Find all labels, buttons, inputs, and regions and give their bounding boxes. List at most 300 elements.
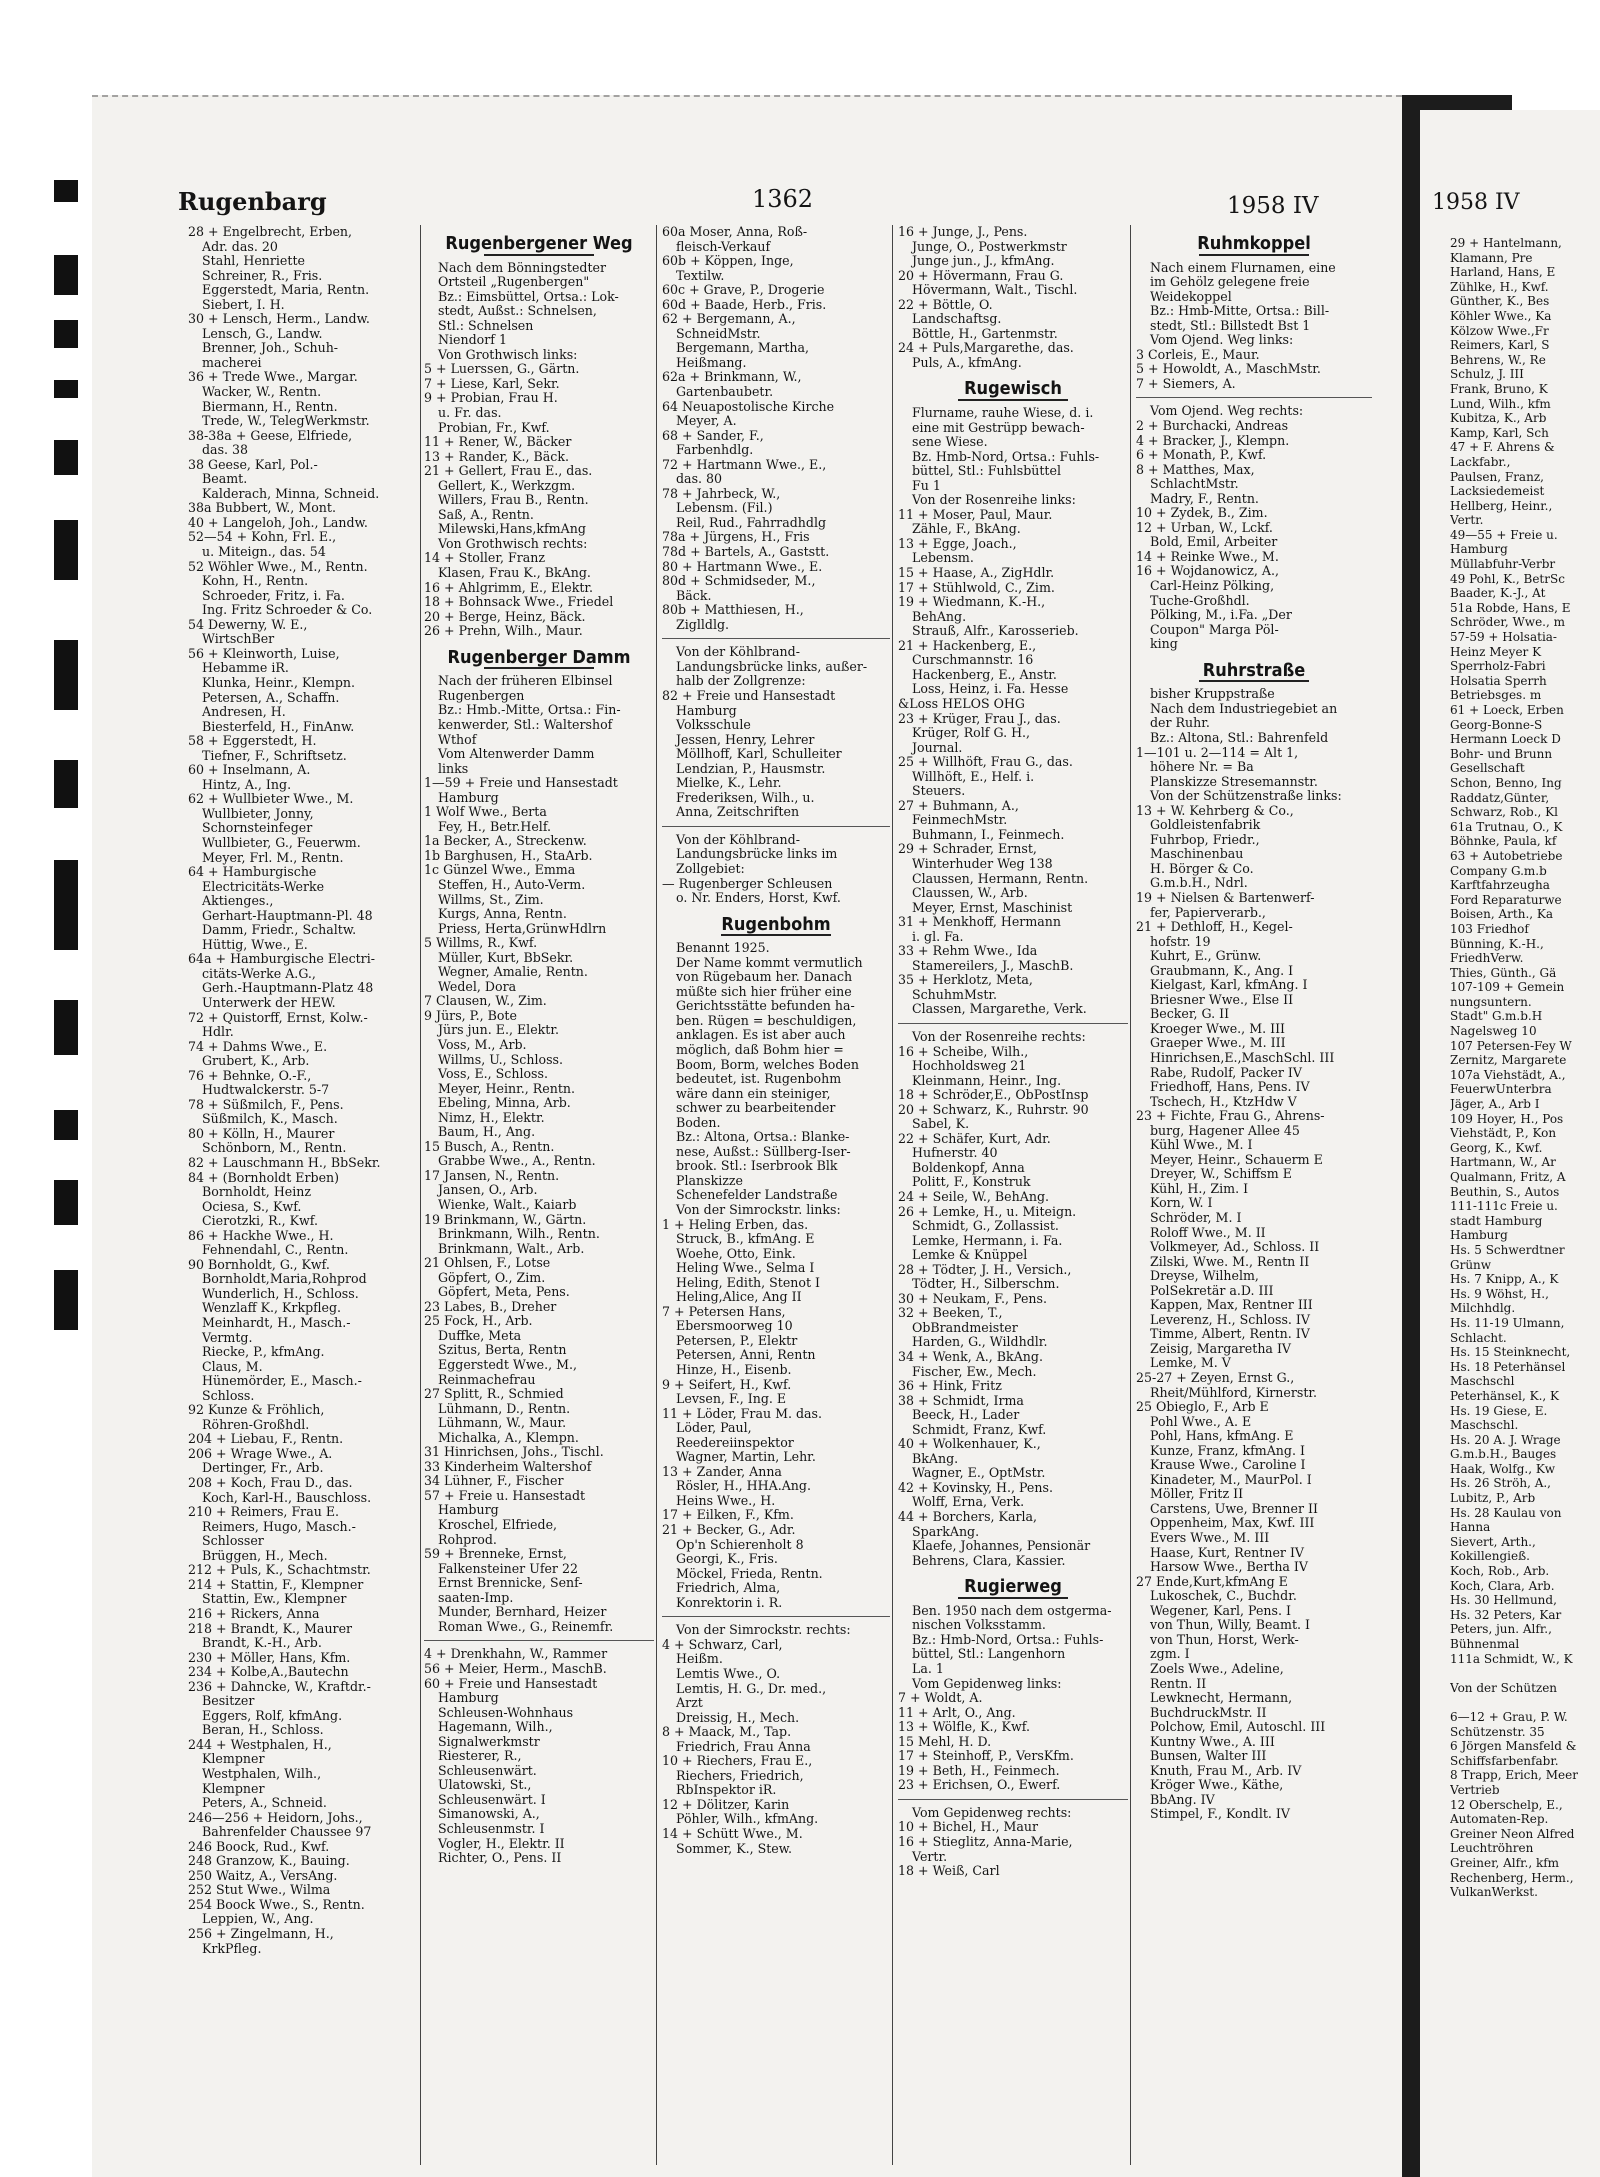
directory-entry: Von der Köhlbrand-: [676, 645, 800, 660]
column-3: [662, 225, 890, 2175]
facing-page-entry: Günther, K., Bes: [1450, 294, 1550, 309]
directory-entry: 15 Busch, A., Rentn.: [424, 1139, 555, 1154]
facing-page-entry: Hs. 19 Giese, E.: [1450, 1403, 1548, 1418]
directory-entry: 12 + Urban, W., Lckf.: [1136, 520, 1273, 535]
directory-entry: KrkPfleg.: [202, 1941, 262, 1956]
directory-entry: Schreiner, R., Fris.: [202, 268, 323, 283]
directory-entry: Nimz, H., Elektr.: [438, 1110, 545, 1125]
directory-entry: 40 + Langeloh, Joh., Landw.: [188, 515, 368, 530]
directory-entry: Hochholdsweg 21: [912, 1059, 1027, 1074]
directory-entry: 78d + Bartels, A., Gaststt.: [662, 545, 830, 560]
directory-entry: Vogler, H., Elektr. II: [438, 1836, 565, 1851]
directory-entry: G.m.b.H., Ndrl.: [1150, 876, 1248, 891]
directory-entry: zgm. I: [1150, 1647, 1190, 1662]
directory-entry: Westphalen, Wilh.,: [202, 1766, 322, 1781]
directory-entry: Hintz, A., Ing.: [202, 777, 292, 792]
directory-entry: Timme, Albert, Rentn. IV: [1150, 1327, 1310, 1342]
directory-entry: Koch, Karl-H., Bauschloss.: [202, 1490, 372, 1505]
directory-entry: bisher Kruppstraße: [1150, 687, 1275, 702]
facing-page-entry: Hs. 20 A. J. Wrage: [1450, 1432, 1561, 1447]
directory-entry: 13 + Wölfle, K., Kwf.: [898, 1720, 1030, 1735]
facing-page-entry: Lacksiedemeist: [1450, 484, 1545, 499]
directory-entry: 7 + Liese, Karl, Sekr.: [424, 376, 560, 391]
facing-page-entry: Frank, Bruno, K: [1450, 381, 1548, 396]
facing-page-entry: Hs. 7 Knipp, A., K: [1450, 1272, 1559, 1287]
facing-page-entry: Georg-Bonne-S: [1450, 717, 1543, 732]
directory-entry: Tschech, H., KtzHdw V: [1150, 1094, 1297, 1109]
directory-entry: Niendorf 1: [438, 333, 507, 348]
facing-page-entry: 61a Trutnau, O., K: [1450, 819, 1563, 834]
directory-entry: Lemtis Wwe., O.: [676, 1666, 781, 1681]
directory-entry: Vom Ojend. Weg links:: [1150, 333, 1294, 348]
directory-entry: 1c Günzel Wwe., Emma: [424, 863, 576, 878]
street-heading: Rugierweg: [898, 1580, 1128, 1599]
facing-page-entry: Von der Schützen: [1450, 1680, 1558, 1695]
directory-entry: Wullbieter, G., Feuerwm.: [202, 835, 361, 850]
directory-entry: u. Fr. das.: [438, 406, 502, 421]
facing-page-entry: 107a Viehstädt, A.,: [1450, 1067, 1566, 1082]
facing-page-entry: Beuthin, S., Autos: [1450, 1184, 1560, 1199]
directory-entry: 236 + Dahncke, W., Kraftdr.-: [188, 1679, 371, 1694]
directory-entry: 72 + Quistorff, Ernst, Kolw.-: [188, 1010, 368, 1025]
section-divider: [424, 1640, 654, 1641]
directory-entry: 9 Jürs, P., Bote: [424, 1008, 517, 1023]
directory-entry: Gerichtsstätte befunden ha-: [676, 999, 855, 1014]
directory-entry: Kroschel, Elfriede,: [438, 1518, 558, 1533]
directory-entry: 254 Boock Wwe., S., Rentn.: [188, 1897, 365, 1912]
facing-page-entry: G.m.b.H., Bauges: [1450, 1447, 1557, 1462]
column-2: [424, 225, 654, 2175]
directory-entry: Boom, Borm, welches Boden: [676, 1057, 859, 1072]
directory-entry: Brandt, K.-H., Arb.: [202, 1636, 322, 1651]
column-1: [188, 225, 418, 2175]
directory-entry: Pohl, Hans, kfmAng. E: [1150, 1429, 1294, 1444]
directory-entry: 246—256 + Heidorn, Johs.,: [188, 1810, 363, 1825]
facing-page-entry: Kölzow Wwe.,Fr: [1450, 323, 1549, 338]
directory-entry: kenwerder, Stl.: Waltershof: [438, 717, 613, 732]
directory-entry: 21 + Gellert, Frau E., das.: [424, 464, 593, 479]
directory-entry: 78a + Jürgens, H., Fris: [662, 530, 810, 545]
directory-entry: Rheit/Mühlford, Kirnerstr.: [1150, 1385, 1318, 1400]
directory-entry: 14 + Stoller, Franz: [424, 551, 546, 566]
directory-entry: Mielke, K., Lehr.: [676, 776, 782, 791]
directory-entry: 14 + Reinke Wwe., M.: [1136, 549, 1279, 564]
directory-entry: Besitzer: [202, 1694, 255, 1709]
directory-entry: 16 + Stieglitz, Anna-Marie,: [898, 1834, 1073, 1849]
directory-entry: Junge, O., Postwerkmstr: [912, 239, 1067, 254]
directory-entry: 2 + Burchacki, Andreas: [1136, 419, 1289, 434]
directory-entry: Anna, Zeitschriften: [676, 805, 800, 820]
directory-entry: Planskizze: [676, 1173, 743, 1188]
facing-page-entry: 8 Trapp, Erich, Meer: [1450, 1768, 1578, 1783]
directory-entry: Böttle, H., Gartenmstr.: [912, 326, 1058, 341]
facing-page-entry: FeuerwUnterbra: [1450, 1082, 1552, 1097]
directory-entry: 80d + Schmidseder, M.,: [662, 574, 816, 589]
directory-entry: links: [438, 761, 469, 776]
directory-entry: ben. Rügen = beschuldigen,: [676, 1013, 857, 1028]
facing-page-entry: Peters, jun. Alfr.,: [1450, 1622, 1552, 1637]
directory-entry: Claussen, Hermann, Rentn.: [912, 871, 1089, 886]
directory-entry: 32 + Beeken, T.,: [898, 1306, 1003, 1321]
directory-entry: 212 + Puls, K., Schachtmstr.: [188, 1563, 371, 1578]
directory-entry: 252 Stut Wwe., Wilma: [188, 1883, 331, 1898]
directory-entry: Schenefelder Landstraße: [676, 1188, 838, 1203]
directory-entry: 21 + Dethloff, H., Kegel-: [1136, 920, 1293, 935]
directory-entry: Kunze, Franz, kfmAng. I: [1150, 1443, 1305, 1458]
facing-page-entry: Koch, Clara, Arb.: [1450, 1578, 1555, 1593]
directory-entry: büttel, Stl.: Fuhlsbüttel: [912, 464, 1061, 479]
directory-entry: Riecke, P., kfmAng.: [202, 1345, 325, 1360]
directory-entry: Kühl, H., Zim. I: [1150, 1181, 1249, 1196]
directory-entry: Frederiksen, Wilh., u.: [676, 790, 815, 805]
directory-entry: 210 + Reimers, Frau E.: [188, 1505, 340, 1520]
directory-entry: Bäck.: [676, 588, 712, 603]
directory-entry: 44 + Borchers, Karla,: [898, 1510, 1038, 1525]
facing-page-entry: Milchhdlg.: [1450, 1301, 1516, 1316]
directory-entry: eine mit Gestrüpp bewach-: [912, 420, 1085, 435]
facing-page-entry: Ford Reparaturwe: [1450, 892, 1562, 907]
directory-entry: 5 + Howoldt, A., MaschMstr.: [1136, 362, 1321, 377]
directory-entry: Meinhardt, H., Masch.-: [202, 1316, 351, 1331]
directory-entry: Electricitäts-Werke: [202, 879, 325, 894]
directory-entry: 18 + Schröder,E., ObPostInsp: [898, 1088, 1089, 1103]
facing-page-entry: 107-109 + Gemein: [1450, 980, 1565, 995]
directory-entry: Arzt: [676, 1696, 703, 1711]
directory-entry: Lebensm.: [912, 551, 974, 566]
facing-page-entry: [1450, 1695, 1600, 1710]
directory-entry: Peters, A., Schneid.: [202, 1796, 327, 1811]
street-heading: Ruhrstraße: [1136, 664, 1372, 683]
directory-entry: 38-38a + Geese, Elfriede,: [188, 428, 353, 443]
facing-page-entry: 111a Schmidt, W., K: [1450, 1651, 1573, 1666]
facing-page-entry: Karftfahrzeugha: [1450, 878, 1550, 893]
directory-entry: Klaefe, Johannes, Pensionär: [912, 1539, 1091, 1554]
directory-entry: Boden.: [676, 1115, 721, 1130]
directory-entry: Willms, St., Zim.: [438, 892, 544, 907]
directory-entry: Ing. Fritz Schroeder & Co.: [202, 603, 373, 618]
directory-entry: Nach dem Industriegebiet an: [1150, 701, 1338, 716]
directory-entry: Hdlr.: [202, 1025, 234, 1040]
directory-entry: Wienke, Walt., Kaiarb: [438, 1198, 577, 1212]
directory-entry: Gartenbaubetr.: [676, 385, 774, 400]
directory-entry: king: [1150, 637, 1178, 652]
directory-entry: 82 + Lauschmann H., BbSekr.: [188, 1156, 381, 1170]
directory-entry: Petersen, A., Schaffn.: [202, 690, 340, 705]
facing-page-entry: Schon, Benno, Ing: [1450, 775, 1562, 790]
facing-page-entry: Hs. 30 Hellmund,: [1450, 1593, 1557, 1608]
facing-page-entry: 109 Hoyer, H., Pos: [1450, 1111, 1564, 1126]
directory-entry: 82 + Freie und Hansestadt: [662, 688, 836, 703]
directory-entry: Möckel, Frieda, Rentn.: [676, 1566, 823, 1581]
directory-entry: Woehe, Otto, Eink.: [676, 1246, 796, 1261]
directory-entry: Kinadeter, M., MaurPol. I: [1150, 1472, 1312, 1487]
directory-entry: Bz.: Altona, Ortsa.: Blanke-: [676, 1130, 850, 1145]
directory-entry: 17 + Stühlwold, C., Zim.: [898, 580, 1055, 595]
facing-page-entry: Schützenstr. 35: [1450, 1724, 1545, 1739]
facing-page-entry: 63 + Autobetriebe: [1450, 848, 1563, 863]
directory-entry: 38 Geese, Karl, Pol.-: [188, 457, 318, 472]
directory-entry: Fey, H., Betr.Helf.: [438, 819, 552, 834]
directory-entry: Levsen, F., Ing. E: [676, 1392, 787, 1407]
facing-page-entry: Hartmann, W., Ar: [1450, 1155, 1556, 1170]
directory-entry: Krüger, Rolf G. H.,: [912, 726, 1031, 741]
directory-entry: Petersen, Anni, Rentn: [676, 1348, 816, 1363]
directory-entry: Ebeling, Minna, Arb.: [438, 1096, 571, 1111]
directory-entry: 26 + Prehn, Wilh., Maur.: [424, 624, 583, 639]
directory-entry: 40 + Wolkenhauer, K.,: [898, 1437, 1041, 1452]
directory-entry: Ben. 1950 nach dem ostgerma-: [912, 1603, 1112, 1618]
directory-entry: Maschinenbau: [1150, 847, 1244, 862]
directory-entry: BkAng.: [912, 1451, 959, 1466]
directory-entry: Kuntny Wwe., A. III: [1150, 1734, 1275, 1749]
directory-entry: stedt, Außst.: Schnelsen,: [438, 304, 597, 319]
directory-entry: Polchow, Emil, Autoschl. III: [1150, 1720, 1326, 1735]
directory-entry: Benannt 1925.: [676, 941, 770, 956]
directory-entry: 28 + Engelbrecht, Erben,: [188, 225, 353, 239]
facing-page-entry: Holsatia Sperrh: [1450, 673, 1547, 688]
directory-entry: Harden, G., Wildhdlr.: [912, 1335, 1048, 1350]
directory-entry: 16 + Scheibe, Wilh.,: [898, 1044, 1029, 1059]
directory-entry: Stl.: Schnelsen: [438, 318, 534, 333]
directory-entry: Becker, G. II: [1150, 1007, 1230, 1022]
directory-entry: Lebensm. (Fil.): [676, 501, 773, 516]
section-divider: [898, 1799, 1128, 1800]
directory-entry: Nach dem Bönningstedter: [438, 260, 606, 275]
directory-entry: 22 + Böttle, O.: [898, 297, 993, 312]
directory-entry: 68 + Sander, F.,: [662, 428, 764, 443]
directory-entry: 23 + Krüger, Frau J., das.: [898, 711, 1061, 726]
directory-entry: Schroeder, Fritz, i. Fa.: [202, 588, 345, 603]
directory-entry: von Thun, Horst, Werk-: [1150, 1632, 1299, 1647]
directory-entry: 23 Labes, B., Dreher: [424, 1299, 557, 1314]
directory-entry: Grubert, K., Arb.: [202, 1054, 310, 1069]
directory-entry: Ortsteil „Rugenbergen": [438, 275, 590, 290]
directory-entry: 25 Fock, H., Arb.: [424, 1314, 533, 1329]
directory-entry: Von Grothwisch rechts:: [438, 536, 588, 551]
directory-entry: Riechers, Friedrich,: [676, 1768, 804, 1783]
directory-entry: Graubmann, K., Ang. I: [1150, 963, 1294, 978]
directory-entry: Dreissig, H., Mech.: [676, 1710, 800, 1725]
directory-entry: Friedrich, Frau Anna: [676, 1739, 811, 1754]
directory-entry: 19 + Nielsen & Bartenwerf-: [1136, 890, 1315, 905]
directory-entry: SparkAng.: [912, 1524, 980, 1539]
directory-entry: La. 1: [912, 1661, 944, 1676]
directory-entry: 59 + Brenneke, Ernst,: [424, 1547, 567, 1562]
directory-entry: Rabe, Rudolf, Packer IV: [1150, 1065, 1302, 1080]
directory-entry: 9 + Probian, Frau H.: [424, 391, 558, 406]
directory-entry: Der Name kommt vermutlich: [676, 955, 863, 970]
directory-entry: Nach der früheren Elbinsel: [438, 674, 613, 689]
directory-entry: 80 + Hartmann Wwe., E.: [662, 559, 823, 574]
directory-entry: Bornholdt,Maria,Rohprod: [202, 1272, 367, 1287]
facing-page-entry: Müllabfuhr-Verbr: [1450, 557, 1556, 572]
directory-entry: 13 + W. Kehrberg & Co.,: [1136, 803, 1294, 818]
street-heading: Rugenbohm: [662, 918, 890, 937]
directory-entry: Andresen, H.: [202, 705, 286, 720]
directory-entry: Carl-Heinz Pölking,: [1150, 579, 1275, 594]
directory-entry: anklagen. Es ist aber auch: [676, 1028, 846, 1043]
facing-page-entry: Hellberg, Heinr.,: [1450, 498, 1553, 513]
directory-entry: Saß, A., Rentn.: [438, 507, 534, 522]
directory-entry: fer, Papierverarb.,: [1150, 905, 1266, 920]
facing-page-entry: Hamburg: [1450, 542, 1508, 557]
directory-entry: 78 + Jahrbeck, W.,: [662, 486, 781, 501]
directory-entry: 33 + Rehm Wwe., Ida: [898, 944, 1038, 959]
directory-entry: das. 38: [202, 443, 249, 458]
directory-entry: SchneidMstr.: [676, 326, 761, 341]
directory-entry: Evers Wwe., M. III: [1150, 1531, 1270, 1546]
directory-entry: Bz.: Altona, Stl.: Bahrenfeld: [1150, 730, 1329, 745]
directory-entry: Hinrichsen,E.,MaschSchl. III: [1150, 1050, 1335, 1065]
directory-entry: 206 + Wrage Wwe., A.: [188, 1446, 333, 1461]
directory-entry: 12 + Dölitzer, Karin: [662, 1797, 790, 1812]
directory-entry: 19 + Beth, H., Feinmech.: [898, 1763, 1060, 1778]
directory-entry: 60c + Grave, P., Drogerie: [662, 283, 825, 298]
facing-page-entry: Leuchtröhren: [1450, 1841, 1534, 1856]
directory-entry: Dreyer, W., Schiffsm E: [1150, 1167, 1292, 1182]
facing-page-entry: Lackfabr.,: [1450, 454, 1511, 469]
directory-entry: 3 Corleis, E., Maur.: [1136, 347, 1260, 362]
directory-entry: Reimers, Hugo, Masch.-: [202, 1519, 356, 1534]
directory-entry: 5 + Luerssen, G., Gärtn.: [424, 362, 580, 377]
facing-page-entry: Hs. 9 Wöhst, H.,: [1450, 1286, 1549, 1301]
facing-page-entry: Harland, Hans, E: [1450, 265, 1556, 280]
facing-page-entry: Sievert, Arth.,: [1450, 1534, 1536, 1549]
facing-page-entry: FriedhVerw.: [1450, 951, 1524, 966]
directory-entry: Kröger Wwe., Käthe,: [1150, 1778, 1284, 1793]
directory-entry: 204 + Liebau, F., Rentn.: [188, 1432, 344, 1447]
directory-entry: 38 + Schmidt, Irma: [898, 1393, 1024, 1408]
directory-entry: wäre dann ein steiniger,: [676, 1086, 831, 1101]
facing-page-entry: Hs. 18 Peterhänsel: [1450, 1359, 1566, 1374]
directory-entry: Bz.: Hmb-Mitte, Ortsa.: Bill-: [1150, 304, 1330, 319]
directory-entry: Hamburg: [438, 790, 499, 805]
directory-entry: citäts-Werke A.G.,: [202, 966, 316, 981]
directory-entry: o. Nr. Enders, Horst, Kwf.: [676, 891, 841, 906]
directory-entry: Michalka, A., Klempn.: [438, 1430, 579, 1445]
directory-entry: 24 + Seile, W., BehAng.: [898, 1190, 1050, 1204]
directory-entry: Haase, Kurt, Rentner IV: [1150, 1545, 1305, 1560]
directory-entry: Süßmilch, K., Masch.: [202, 1112, 338, 1127]
facing-page-entry: Automaten-Rep.: [1450, 1812, 1549, 1827]
directory-entry: 84 + (Bornholdt Erben): [188, 1170, 340, 1185]
directory-entry: Probian, Fr., Kwf.: [438, 420, 550, 435]
facing-page-entry: Greiner Neon Alfred: [1450, 1826, 1575, 1841]
directory-entry: 56 + Meier, Herm., MaschB.: [424, 1661, 607, 1676]
directory-entry: Willers, Frau B., Rentn.: [438, 493, 589, 508]
directory-entry: Tuche-Großhdl.: [1150, 593, 1250, 608]
directory-entry: Hünemörder, E., Masch.-: [202, 1374, 362, 1389]
directory-entry: Reil, Rud., Fahrradhdlg: [676, 515, 827, 530]
directory-entry: Friedhoff, Hans, Pens. IV: [1150, 1080, 1310, 1095]
directory-entry: Adr. das. 20: [202, 239, 278, 254]
facing-page-entry: Heinz Meyer K: [1450, 644, 1542, 659]
directory-entry: 60d + Baade, Herb., Fris.: [662, 297, 827, 312]
directory-entry: Bz.: Hmb.-Mitte, Ortsa.: Fin-: [438, 703, 621, 718]
directory-entry: Lühmann, W., Maur.: [438, 1416, 567, 1431]
directory-entry: 16 + Ahlgrimm, E., Elektr.: [424, 580, 594, 595]
directory-entry: 6 + Monath, P., Kwf.: [1136, 448, 1267, 463]
directory-entry: Bz. Hmb-Nord, Ortsa.: Fuhls-: [912, 449, 1100, 464]
directory-entry: Gerh.-Hauptmann-Platz 48: [202, 981, 374, 996]
directory-entry: möglich, daß Bohm hier =: [676, 1042, 844, 1057]
directory-entry: Stimpel, F., Kondlt. IV: [1150, 1807, 1290, 1822]
directory-entry: Heling,Alice, Ang II: [676, 1290, 802, 1305]
directory-entry: Simanowski, A.,: [438, 1807, 540, 1822]
directory-entry: Bz.: Hmb-Nord, Ortsa.: Fuhls-: [912, 1632, 1104, 1647]
facing-page-entry: Gesellschaft: [1450, 761, 1525, 776]
street-heading: Ruhmkoppel: [1136, 237, 1372, 256]
header-street-range: Rugenbarg: [178, 187, 327, 216]
directory-entry: Wenzlaff K., Krkpfleg.: [202, 1301, 342, 1316]
directory-entry: H. Börger & Co.: [1150, 861, 1254, 876]
facing-page-entry: Viehstädt, P., Kon: [1450, 1126, 1557, 1141]
facing-page-entry: 49 Pohl, K., BetrSc: [1450, 571, 1565, 586]
directory-entry: Stattin, Ew., Klempner: [202, 1592, 347, 1607]
column-divider: [656, 225, 657, 2165]
directory-entry: Jansen, O., Arb.: [438, 1183, 538, 1198]
directory-entry: Aktienges.,: [202, 894, 274, 909]
directory-entry: Goldleistenfabrik: [1150, 818, 1261, 833]
directory-entry: Loss, Heinz, i. Fa. Hesse: [912, 682, 1069, 697]
directory-entry: Wacker, W., Rentn.: [202, 385, 322, 400]
directory-page: [92, 95, 1412, 2177]
directory-entry: 80b + Matthiesen, H.,: [662, 603, 804, 618]
directory-entry: 80 + Kölln, H., Maurer: [188, 1126, 335, 1141]
facing-page-column: [1450, 236, 1600, 1900]
directory-entry: Gellert, K., Werkzgm.: [438, 478, 576, 493]
directory-entry: Friedrich, Alma,: [676, 1581, 781, 1596]
directory-entry: Zähle, F., BkAng.: [912, 522, 1021, 537]
directory-entry: &Loss HELOS OHG: [898, 696, 1025, 711]
directory-entry: stedt, Stl.: Billstedt Bst 1: [1150, 318, 1311, 333]
directory-entry: 20 + Hövermann, Frau G.: [898, 268, 1064, 283]
directory-entry: hofstr. 19: [1150, 934, 1211, 949]
facing-page-entry: 107 Petersen-Fey W: [1450, 1038, 1572, 1053]
directory-entry: Textilw.: [676, 268, 725, 283]
directory-entry: Voss, E., Schloss.: [438, 1067, 548, 1082]
directory-entry: 78 + Süßmilch, F., Pens.: [188, 1097, 344, 1112]
directory-entry: 26 + Lemke, H., u. Miteign.: [898, 1204, 1077, 1219]
directory-entry: 20 + Schwarz, K., Ruhrstr. 90: [898, 1102, 1089, 1117]
facing-page-entry: 29 + Hantelmann,: [1450, 236, 1562, 250]
directory-entry: Bz.: Eimsbüttel, Ortsa.: Lok-: [438, 289, 619, 304]
directory-entry: 60b + Köppen, Inge,: [662, 254, 794, 269]
facing-page-entry: Schwarz, Rob., Kl: [1450, 805, 1558, 820]
directory-entry: Junge jun., J., kfmAng.: [912, 254, 1055, 269]
facing-page-entry: 12 Oberschelp, E.,: [1450, 1797, 1563, 1812]
facing-page-entry: Haak, Wolfg., Kw: [1450, 1461, 1556, 1476]
directory-entry: Landungsbrücke links, außer-: [676, 659, 868, 674]
directory-entry: Bold, Emil, Arbeiter: [1150, 535, 1278, 550]
directory-entry: 52 Wöhler Wwe., M., Rentn.: [188, 559, 368, 574]
facing-page-header: 1958 IV: [1432, 190, 1520, 215]
directory-entry: 22 + Schäfer, Kurt, Adr.: [898, 1131, 1051, 1146]
page-number: 1362: [752, 185, 814, 213]
directory-entry: Lewknecht, Hermann,: [1150, 1691, 1293, 1706]
directory-entry: Sommer, K., Stew.: [676, 1841, 793, 1856]
directory-entry: Löder, Paul,: [676, 1421, 752, 1436]
directory-entry: Beeck, H., Lader: [912, 1408, 1020, 1423]
directory-entry: Lendzian, P., Hausmstr.: [676, 761, 826, 776]
facing-page-entry: Vertr.: [1450, 513, 1484, 528]
directory-entry: Heling Wwe., Selma I: [676, 1261, 815, 1276]
facing-page-entry: Zühlke, H., Kwf.: [1450, 279, 1549, 294]
directory-entry: 4 + Schwarz, Carl,: [662, 1637, 783, 1652]
directory-entry: 28 + Tödter, J. H., Versich.,: [898, 1262, 1072, 1277]
directory-entry: Briesner Wwe., Else II: [1150, 992, 1294, 1007]
directory-entry: Stahl, Henriette: [202, 254, 305, 269]
